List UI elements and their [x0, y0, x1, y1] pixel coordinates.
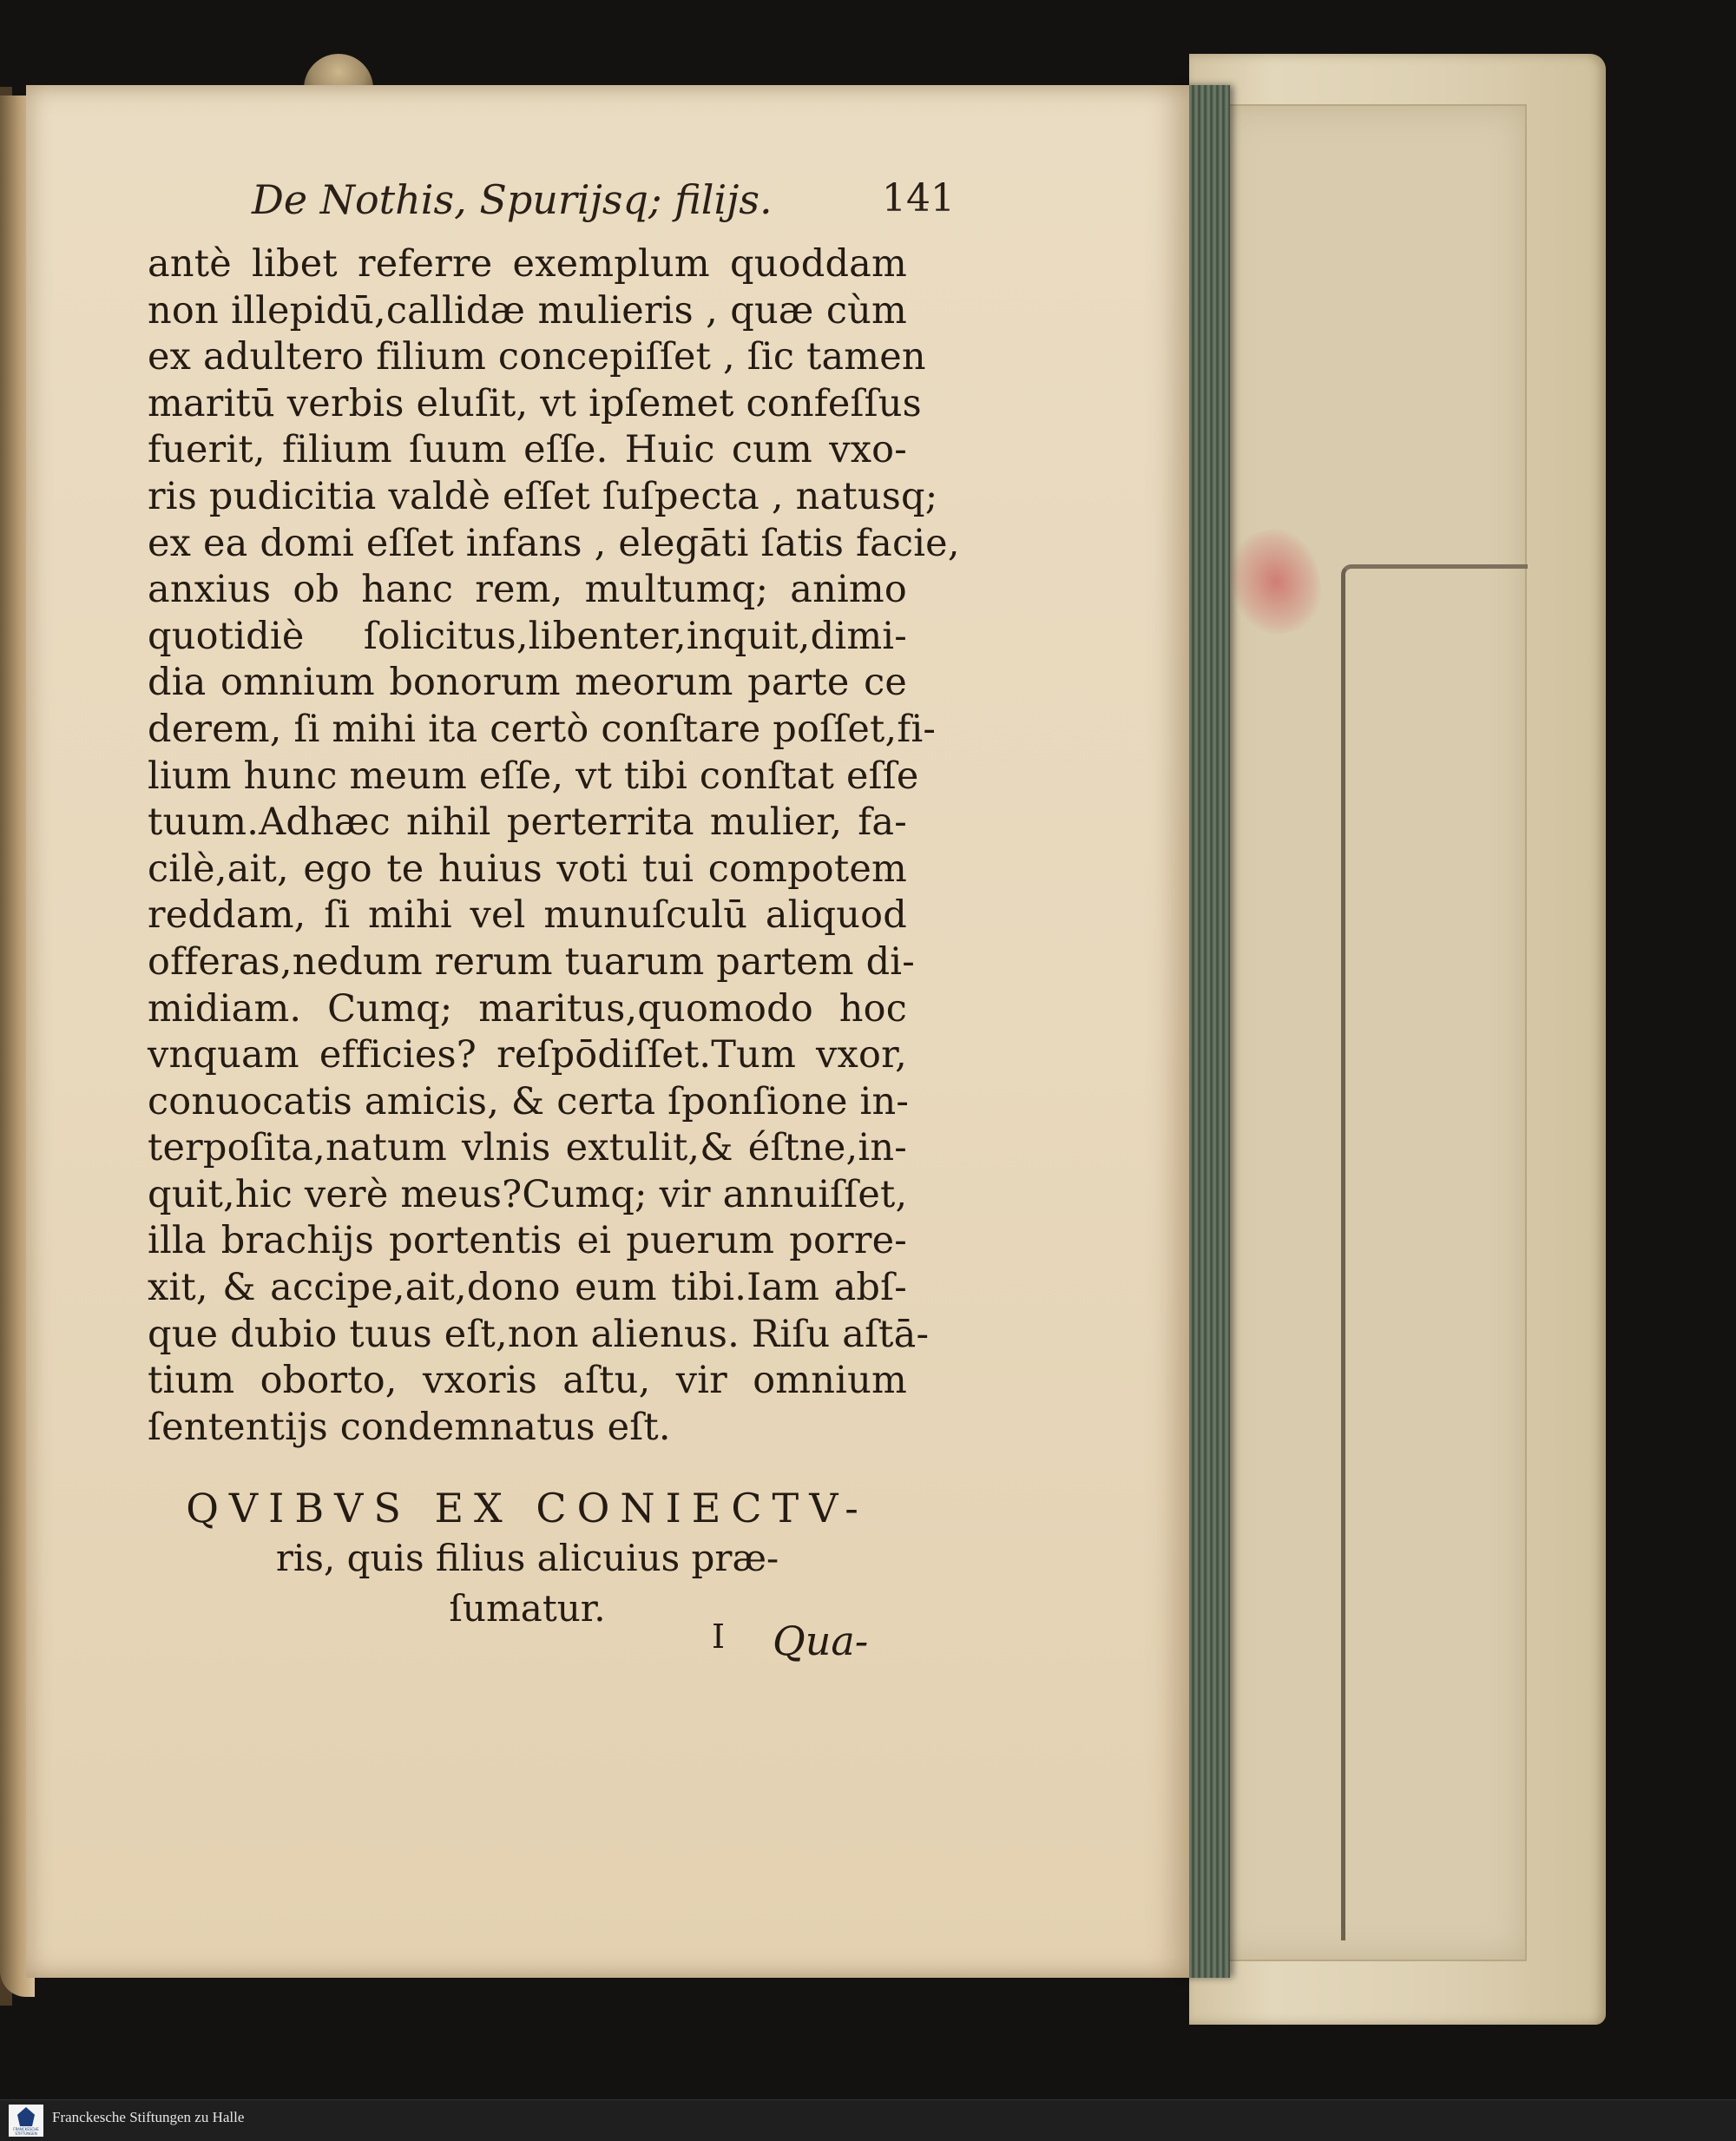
institution-logo[interactable]	[9, 2105, 43, 2137]
text-line: maritū verbis eluſit, vt ipſemet confeſſus	[148, 381, 922, 425]
section-heading-line-2: ris, quis filius alicuius præ-	[275, 1537, 779, 1579]
text-line: lium hunc meum eſſe, vt tibi conſtat eſſe	[148, 754, 919, 798]
text-line: dia omnium bonorum meorum parte ce	[148, 661, 907, 705]
catchword: Qua-	[773, 1617, 869, 1664]
text-line: tium oborto, vxoris aſtu, vir omnium	[148, 1359, 907, 1403]
text-line: terpoſita,natum vlnis extulit,& éſtne,in-	[148, 1126, 907, 1170]
text-line: ex ea domi eſſet infans , elegāti ſatis facie,	[148, 521, 960, 565]
institution-name: Franckesche Stiftungen zu Halle	[52, 2109, 245, 2125]
section-heading	[148, 1483, 907, 1634]
cover-fold-line	[1341, 564, 1528, 1940]
text-line: vnquam efficies? reſpōdiſſet.Tum vxor,	[148, 1033, 907, 1077]
section-heading-line-1: QVIBVS EX CONIECTV-	[186, 1485, 869, 1532]
text-line: ris pudicitia valdè eſſet ſuſpecta , natusq;	[148, 474, 938, 518]
page-number: 141	[882, 176, 955, 221]
text-line: anxius ob hanc rem, multumq; animo	[148, 568, 907, 612]
text-line: xit, & accipe,ait,dono eum tibi.Iam abſ-	[148, 1266, 907, 1310]
text-line: conuocatis amicis, & certa ſponſione in-	[148, 1079, 910, 1123]
running-head-title: De Nothis, Spurijsq; filijs.	[252, 176, 773, 223]
book-page	[26, 85, 1189, 1978]
text-line: cilè,ait, ego te huius voti tui compotem	[148, 847, 907, 891]
text-line: midiam. Cumq; maritus,quomodo hoc	[148, 986, 907, 1031]
footer-bar	[0, 2099, 1736, 2141]
signature-mark: I	[712, 1617, 726, 1656]
text-line: illa brachijs portentis ei puerum porre-	[148, 1219, 907, 1263]
running-head	[148, 176, 955, 228]
text-line: quit,hic verè meus?Cumq; vir annuiſſet,	[148, 1172, 908, 1216]
text-line: ſententijs condemnatus eſt.	[148, 1405, 671, 1449]
text-line: derem, ſi mihi ita certò conſtare poſſet,fi-	[148, 707, 937, 751]
text-line: offeras,nedum rerum tuarum partem di-	[148, 939, 915, 984]
text-line: quotidiè ſolicitus,libenter,inquit,dimi-	[148, 614, 907, 658]
text-line: que dubio tuus eſt,non alienus. Riſu aſtā-	[148, 1312, 930, 1356]
text-line: tuum.Adhæc nihil perterrita mulier, fa-	[148, 800, 907, 845]
section-heading-line-3: ſumatur.	[449, 1587, 606, 1630]
text-line: fuerit, filium ſuum eſſe. Huic cum vxo-	[148, 428, 907, 472]
body-text	[148, 241, 960, 1451]
catchword-line	[712, 1617, 903, 1670]
text-line: ex adultero filium concepiſſet , ſic tamen	[148, 335, 926, 379]
text-line: antè libet referre exemplum quoddam	[148, 242, 907, 286]
logo-text: FRANCKESCHE STIFTUNGEN	[13, 2127, 39, 2136]
text-line: non illepidū,callidæ mulieris , quæ cùm	[148, 288, 907, 333]
text-line: reddam, ſi mihi vel munuſculū aliquod	[148, 893, 907, 938]
building-icon	[17, 2107, 35, 2126]
